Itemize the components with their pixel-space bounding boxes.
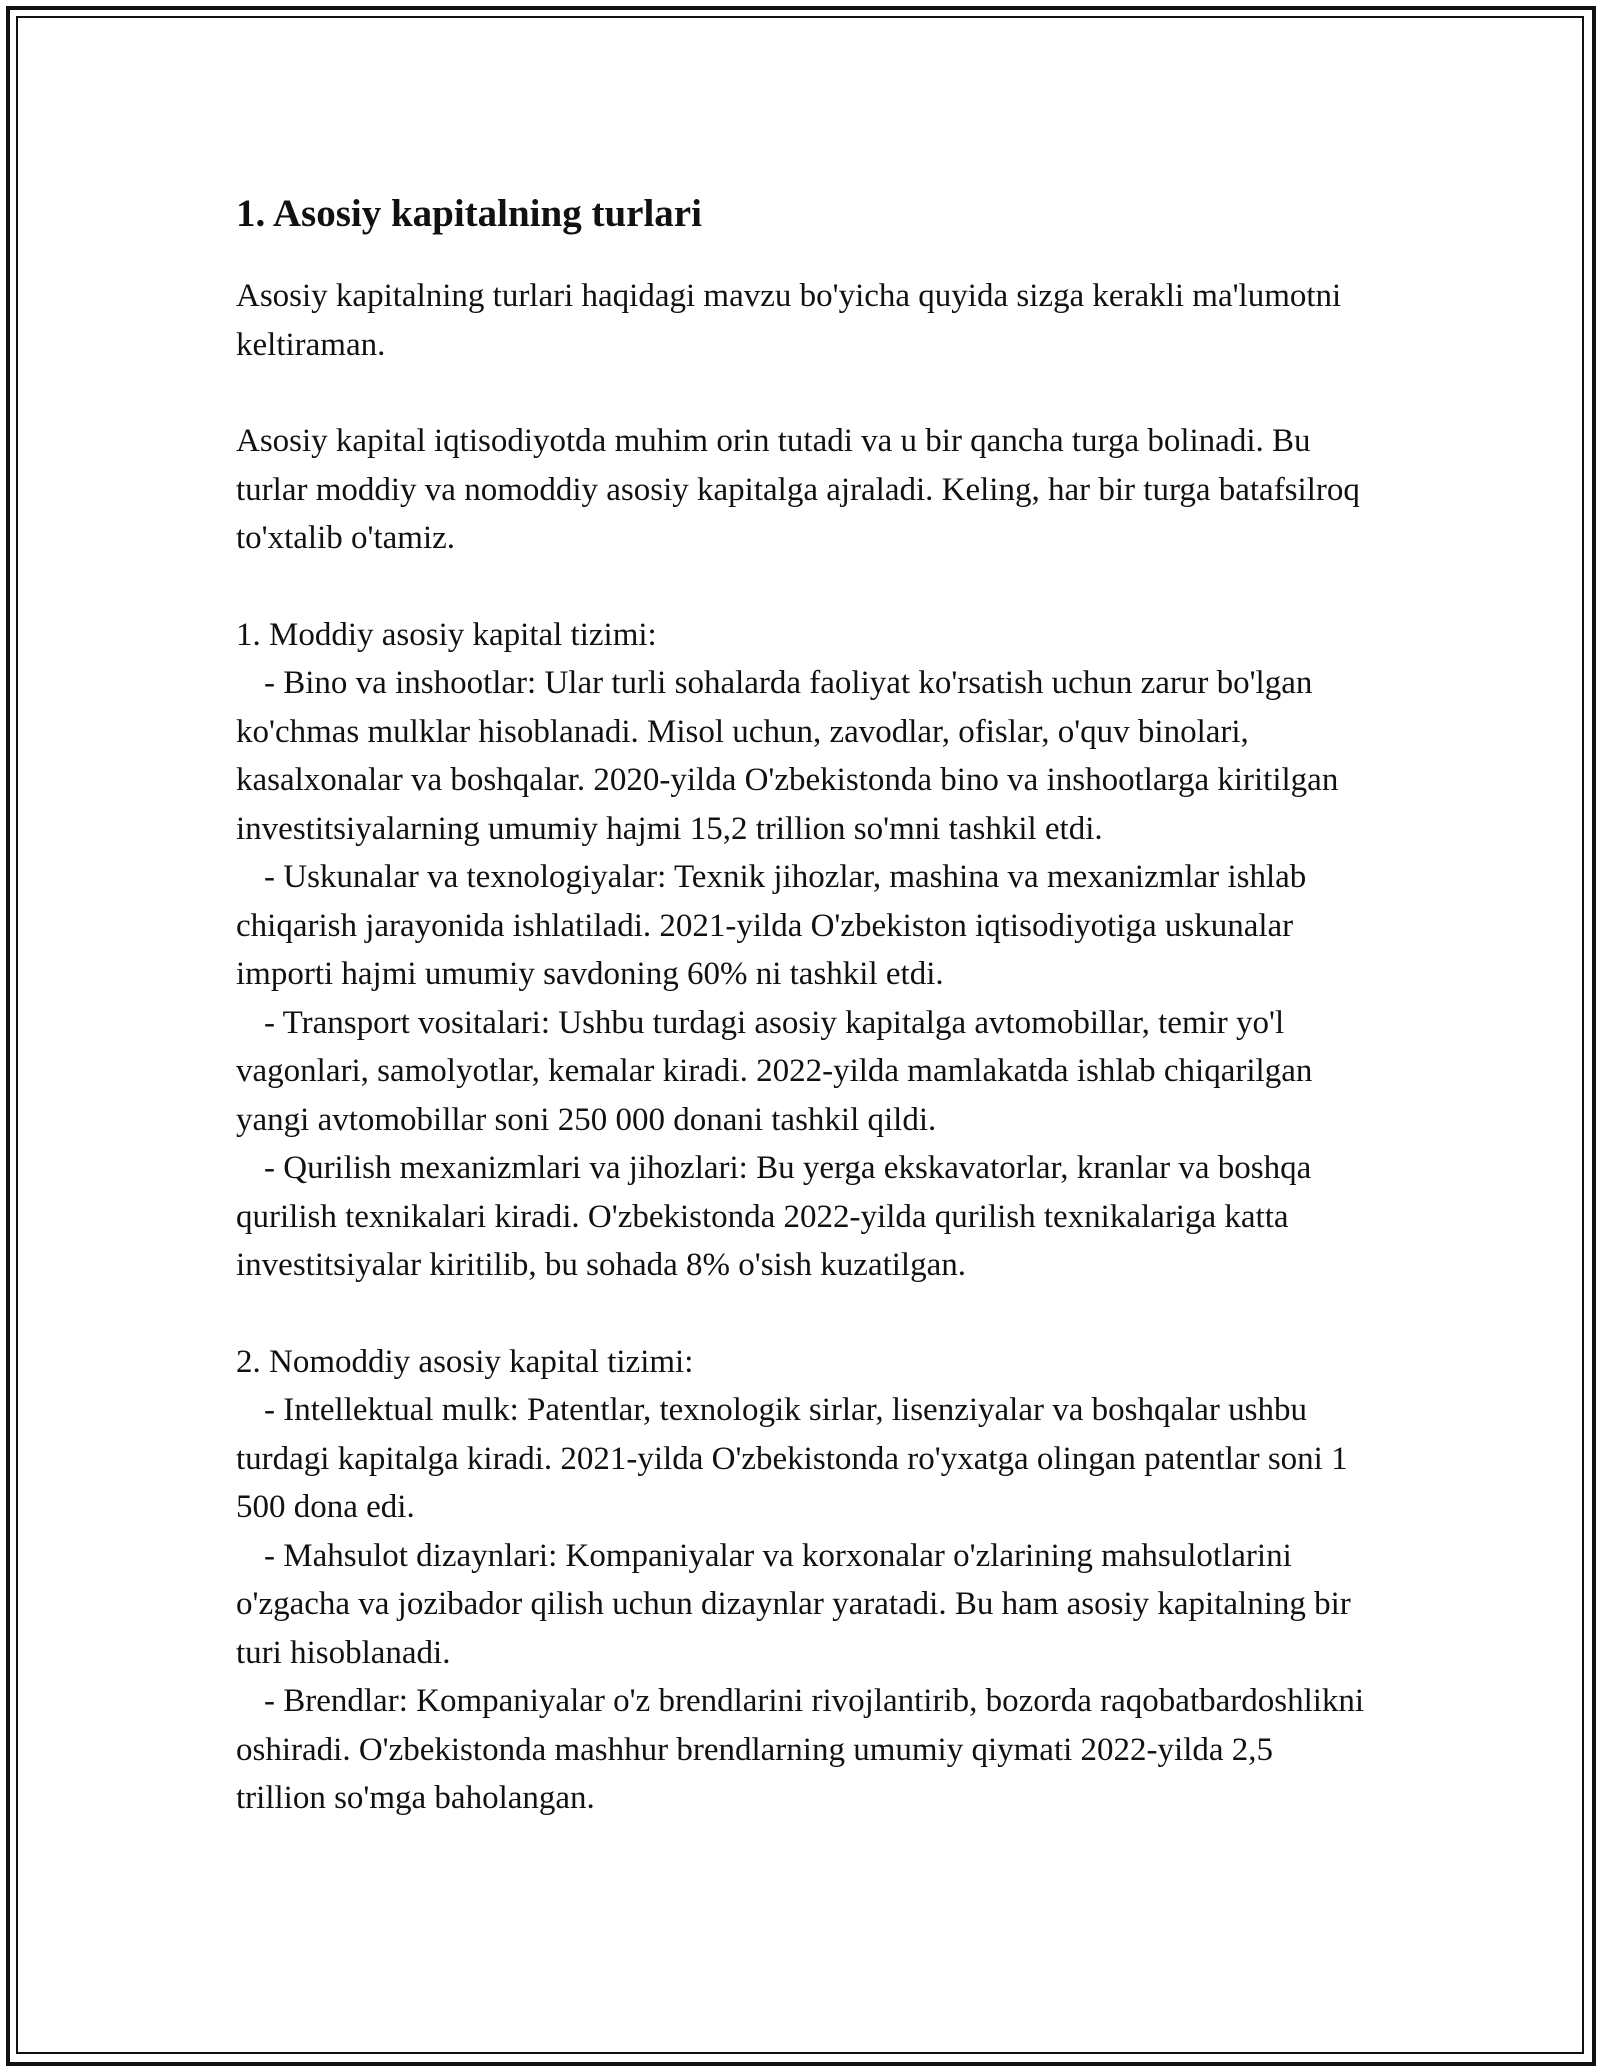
list-item-text: - Qurilish mexanizmlari va jihozlari: Bu yerga ekskavatorlar, kranlar va boshqa qurilish texnikalari kiradi. O'zbekistonda 2022-yilda qurilish texnikalariga katta investitsiyalar kiritilib, bu sohada 8% o'sish kuzatilgan. <box>236 1150 1320 1283</box>
list-item-text: - Intellektual mulk: Patentlar, texnologik sirlar, lisenziyalar va boshqalar ushbu turdagi kapitalga kiradi. 2021-yilda O'zbekistonda ro'yxatga olingan patentlar soni 1 500 dona edi. <box>236 1392 1356 1525</box>
paragraph-gap <box>236 1290 1366 1338</box>
section-heading: 2. Nomoddiy asosiy kapital tizimi: <box>236 1343 694 1380</box>
list-item <box>236 999 1366 1145</box>
document-title: 1. Asosiy kapitalning turlari <box>236 192 702 235</box>
list-item-text: - Brendlar: Kompaniyalar o'z brendlarini rivojlantirib, bozorda raqobatbardoshlikni oshiradi. O'zbekistonda mashhur brendlarning umumiy qiymati 2022-yilda 2,5 trillion so'mga baholangan. <box>236 1683 1373 1816</box>
section-heading: 1. Moddiy asosiy kapital tizimi: <box>236 616 657 653</box>
list-item <box>236 853 1366 999</box>
list-item <box>236 1532 1366 1678</box>
list-item <box>236 1386 1366 1532</box>
list-item-text: - Bino va inshootlar: Ular turli sohalarda faoliyat ko'rsatish uchun zarur bo'lgan ko'chmas mulklar hisoblanadi. Misol uchun, zavodlar, ofislar, o'quv binolari, kasalxonalar va boshqalar. 2020-yilda O'zbekistonda bino va inshootlarga kiritilgan investitsiyalarning umumiy hajmi 15,2 trillion so'mni tashkil etdi. <box>236 665 1347 847</box>
list-item-text: - Uskunalar va texnologiyalar: Texnik jihozlar, mashina va mexanizmlar ishlab chiqarish jarayonida ishlatiladi. 2021-yilda O'zbekiston iqtisodiyotiga uskunalar importi hajmi umumiy savdoning 60% ni tashkil etdi. <box>236 859 1315 992</box>
section-tangible <box>236 611 1366 1290</box>
list-item <box>236 1677 1373 1823</box>
list-item <box>236 1144 1366 1290</box>
list-item <box>236 659 1366 853</box>
document-body <box>236 188 1373 1823</box>
list-item-text: - Mahsulot dizaynlari: Kompaniyalar va korxonalar o'zlarining mahsulotlarini o'zgacha va jozibador qilish uchun dizaynlar yaratadi. Bu ham asosiy kapitalning bir turi hisoblanadi. <box>236 1537 1360 1671</box>
intro-paragraph: Asosiy kapitalning turlari haqidagi mavzu bo'yicha quyida sizga kerakli ma'lumotni keltiraman. <box>236 278 1350 363</box>
paragraph-gap <box>236 369 1366 417</box>
paragraph-gap <box>236 563 1366 611</box>
section-intangible <box>236 1338 1373 1823</box>
overview-paragraph: Asosiy kapital iqtisodiyotda muhim orin tutadi va u bir qancha turga bolinadi. Bu turlar moddiy va nomoddiy asosiy kapitalga ajraladi. Keling, har bir turga batafsilroq to'xtalib o'tamiz. <box>236 423 1369 556</box>
list-item-text: - Transport vositalari: Ushbu turdagi asosiy kapitalga avtomobillar, temir yo'l vagonlari, samolyotlar, kemalar kiradi. 2022-yilda mamlakatda ishlab chiqarilgan yangi avtomobillar soni 250 000 donani tashkil qildi. <box>236 1004 1321 1138</box>
